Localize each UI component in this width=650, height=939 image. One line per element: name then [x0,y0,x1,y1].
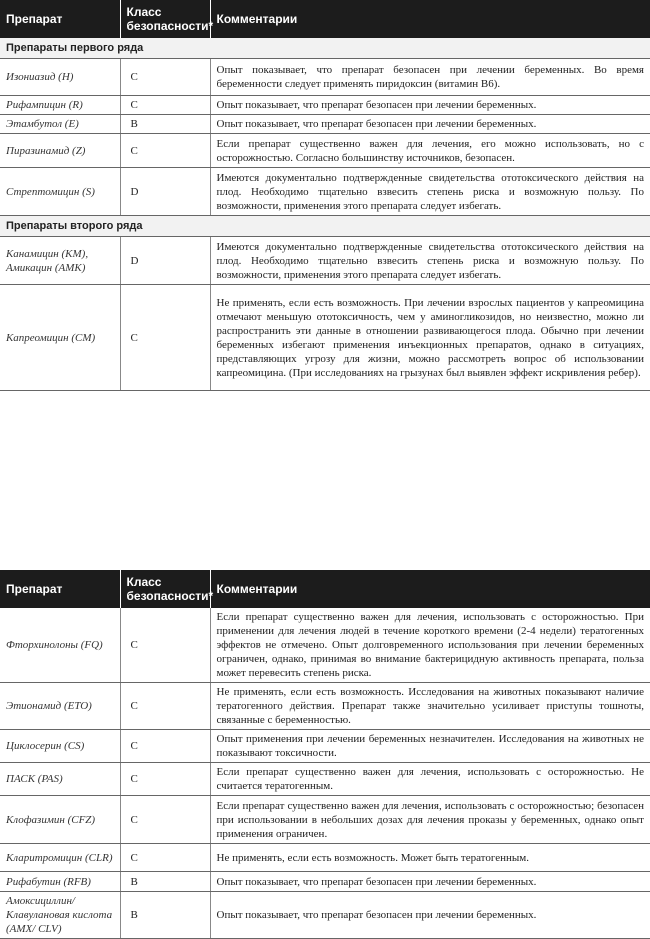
table-row [0,872,650,892]
class-cell: B [120,892,210,939]
table-row [0,134,650,168]
header-drug: Препарат [0,0,120,38]
class-cell: D [120,237,210,285]
section-title-second-line: Препараты второго ряда [0,216,650,237]
comment-cell: Опыт показывает, что препарат безопасен при лечении беременных. [210,872,650,892]
drug-cell: Рифампицин (R) [0,96,120,115]
section-title-first-line: Препараты первого ряда [0,38,650,59]
header-drug: Препарат [0,570,120,608]
table-row [0,59,650,96]
drug-cell: Рифабутин (RFB) [0,872,120,892]
comment-cell: Имеются документально подтвержденные свидетельства ототоксического действия на плод. Необходимо тщательно взвесить степень риска и возможную пользу. По возможности, применения этого препарата следует избегать. [210,168,650,216]
section-row [0,216,650,237]
comment-cell: Опыт показывает, что препарат безопасен при лечении беременных. [210,892,650,939]
comment-cell: Если препарат существенно важен для лечения, использовать с осторожностью. При применении для лечения людей в течение короткого времени (2-4 недели) тератогенных эффектов не отмечено. Опыт долговременного использования при лечении беременных ограничен, однако, принимая во внимание бактерицидную активность препарата, польза может перевесить степень риска. [210,608,650,683]
table-row [0,796,650,844]
table-row [0,237,650,285]
class-cell: C [120,134,210,168]
drug-cell: Стрептомицин (S) [0,168,120,216]
table-row [0,844,650,872]
drug-cell: ПАСК (PAS) [0,763,120,796]
table-row [0,683,650,730]
drug-cell: Фторхинолоны (FQ) [0,608,120,683]
drug-cell: Канамицин (KM), Амикацин (AMK) [0,237,120,285]
header-class-line1: Класс [126,5,162,19]
drug-cell: Амоксициллин/ Клавулановая кислота (AMX/ CLV) [0,892,120,939]
table-row [0,168,650,216]
class-cell: B [120,872,210,892]
safety-table-first [0,0,650,391]
table-row [0,608,650,683]
header-comment: Комментарии [210,570,650,608]
comment-cell: Если препарат существенно важен для лечения, использовать с осторожностью; безопасен при использовании в небольших дозах для лечения проказы у беременных, однако опыт применения ограничен. [210,796,650,844]
section-row [0,38,650,59]
drug-cell: Клофазимин (CFZ) [0,796,120,844]
table-row [0,285,650,391]
drug-cell: Этионамид (ETO) [0,683,120,730]
drug-cell: Пиразинамид (Z) [0,134,120,168]
table-row [0,115,650,134]
class-cell: C [120,683,210,730]
comment-cell: Не применять, если есть возможность. Может быть тератогенным. [210,844,650,872]
table-row [0,730,650,763]
header-class-line1: Класс [126,575,162,589]
class-cell: C [120,608,210,683]
header-class-line2: безопасности* [126,19,214,33]
class-cell: C [120,796,210,844]
drug-cell: Кларитромицин (CLR) [0,844,120,872]
class-cell: C [120,730,210,763]
drug-cell: Капреомицин (CM) [0,285,120,391]
table-header-row [0,570,650,608]
comment-cell: Имеются документально подтвержденные свидетельства ототоксического действия на плод. Необходимо тщательно взвесить степень риска и возможную пользу. По возможности, применения этого препарата следует избегать. [210,237,650,285]
comment-cell: Не применять, если есть возможность. Исследования на животных показывают наличие тератогенного действия. Препарат также значительно усиливает приступы тошноты, связанные с беременностью. [210,683,650,730]
table-row [0,892,650,939]
comment-cell: Опыт показывает, что препарат безопасен при лечении беременных. [210,96,650,115]
table-header-row [0,0,650,38]
safety-table-second [0,570,650,939]
comment-cell: Если препарат существенно важен для лечения, его можно использовать, но с осторожностью. Согласно большинству источников, безопасен. [210,134,650,168]
comment-cell: Не применять, если есть возможность. При лечении взрослых пациентов у капреомицина отмечают меньшую ототоксичность, чем у аминогликозидов, но неизвестно, можно ли распространить эти данные в отношении развивающегося плода. Обычно при лечении беременных избегают применения инъекционных препаратов, однако в ситуациях, представляющих угрозу для жизни, можно рассмотреть вопрос об использовании капреомицина. (При исследованиях на грызунах был выявлен эффект искривления ребер). [210,285,650,391]
class-cell: C [120,763,210,796]
header-comment: Комментарии [210,0,650,38]
class-cell: D [120,168,210,216]
comment-cell: Опыт показывает, что препарат безопасен при лечении беременных. [210,115,650,134]
class-cell: C [120,96,210,115]
header-class [120,0,214,38]
table-row [0,96,650,115]
drug-cell: Изониазид (H) [0,59,120,96]
comment-cell: Опыт показывает, что препарат безопасен при лечении беременных. Во время беременности следует применять пиридоксин (витамин B6). [210,59,650,96]
class-cell: C [120,285,210,391]
drug-cell: Циклосерин (CS) [0,730,120,763]
comment-cell: Если препарат существенно важен для лечения, использовать с осторожностью. Не считается тератогенным. [210,763,650,796]
header-class [120,570,214,608]
class-cell: B [120,115,210,134]
header-class-line2: безопасности* [126,589,214,603]
comment-cell: Опыт применения при лечении беременных незначителен. Исследования на животных не показывают токсичности. [210,730,650,763]
class-cell: C [120,844,210,872]
class-cell: C [120,59,210,96]
drug-cell: Этамбутол (E) [0,115,120,134]
table-row [0,763,650,796]
